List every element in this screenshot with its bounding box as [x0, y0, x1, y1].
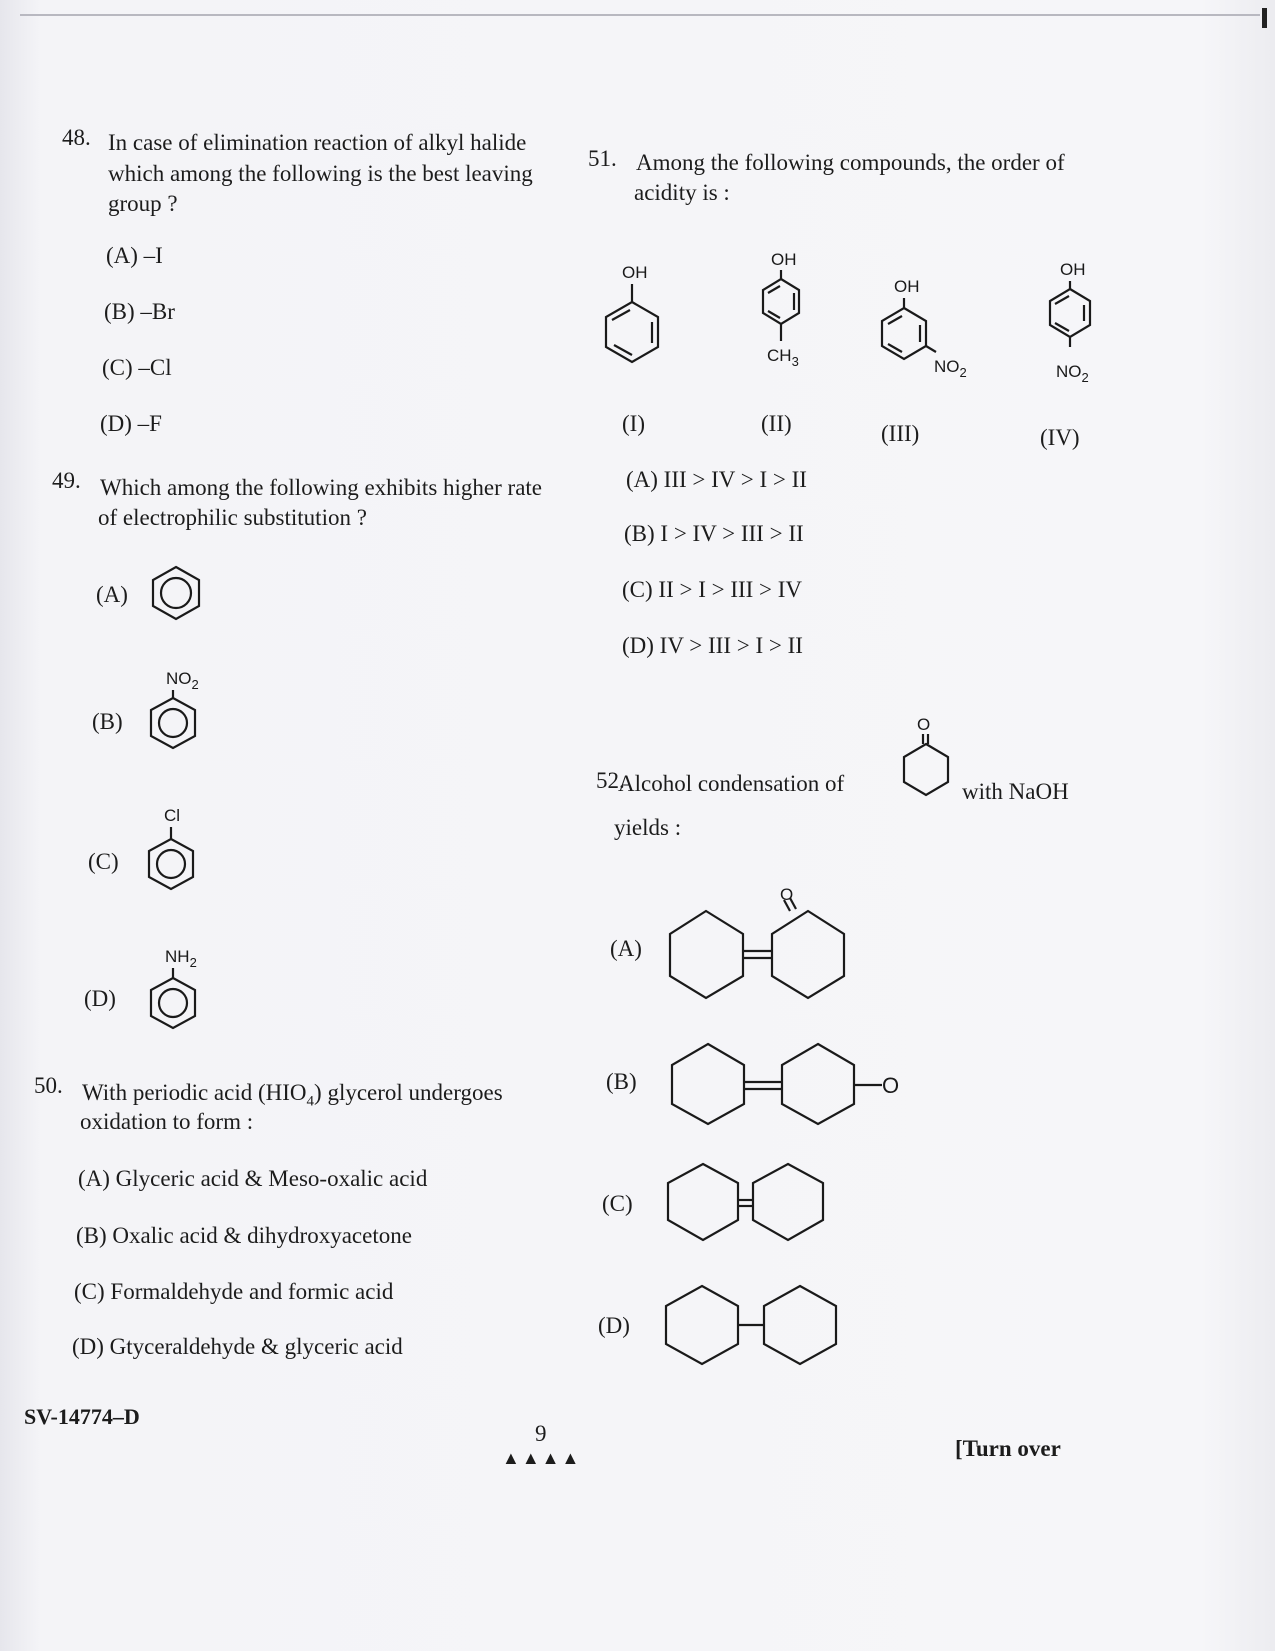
turn-over-note: [Turn over — [955, 1436, 1061, 1461]
q51-p-cresol-structure — [755, 245, 825, 375]
q51-number: 51. — [588, 146, 617, 171]
q51-m-nitrophenol-no2: $NO_2$ — [934, 357, 967, 380]
q52-text-c: yields : — [614, 815, 682, 840]
q49-chloro-group: Cl — [164, 806, 181, 825]
q50-text-line2: oxidation to form : — [80, 1109, 254, 1134]
q49-chlorobenzene-structure — [143, 805, 203, 905]
q50-number: 50. — [34, 1073, 63, 1098]
q52-option-d-structure — [650, 1282, 860, 1367]
q52-number: 52. — [596, 768, 625, 793]
q52-option-c-structure — [658, 1160, 858, 1245]
q52-option-b-structure — [664, 1038, 924, 1128]
q49-option-b-label: (B) — [92, 709, 123, 734]
q49-option-c-label: (C) — [88, 849, 119, 874]
q50-option-c: (C) Formaldehyde and formic acid — [74, 1279, 394, 1304]
q49-benzene-structure — [148, 565, 208, 625]
q51-m-nitrophenol-oh: OH — [894, 277, 920, 296]
q50-option-d: (D) Gtyceraldehyde & glyceric acid — [72, 1334, 403, 1359]
q52-text-a: Alcohol condensation of — [618, 771, 845, 796]
q51-phenol-oh: OH — [622, 263, 648, 282]
q49-text-line1: Which among the following exhibits higher rate — [100, 475, 542, 500]
q52-a-oxygen: O — [780, 885, 794, 904]
top-rule — [20, 14, 1260, 16]
q48-text-line1: In case of elimination reaction of alkyl halide — [108, 130, 527, 155]
q48-number: 48. — [62, 125, 91, 150]
q49-amino-group: $NH_2$ — [165, 947, 197, 970]
q51-label-ii: (II) — [761, 411, 792, 436]
q48-option-c: (C) –Cl — [102, 355, 172, 380]
q51-option-a: (A) III > IV > I > II — [626, 467, 807, 492]
q50-option-a: (A) Glyceric acid & Meso-oxalic acid — [78, 1166, 428, 1191]
q52-option-d-label: (D) — [598, 1313, 630, 1338]
q49-option-a-label: (A) — [96, 582, 128, 607]
page-stars: ▲▲▲▲ — [502, 1448, 582, 1468]
q48-option-b: (B) –Br — [104, 299, 175, 324]
q51-p-nitrophenol-structure — [1040, 255, 1110, 385]
paper-code: SV-14774–D — [24, 1404, 140, 1429]
q48-text-line3: group ? — [108, 191, 178, 216]
q51-label-iii: (III) — [881, 421, 920, 446]
q51-p-nitrophenol-no2: $NO_2$ — [1056, 362, 1089, 385]
q51-cresol-ch3: $CH_3$ — [767, 346, 799, 369]
q51-text-line1: Among the following compounds, the order of — [636, 150, 1065, 175]
q49-nitro-group: $NO_2$ — [166, 669, 199, 692]
q48-option-a: (A) –I — [106, 243, 163, 268]
q52-option-a-structure — [660, 882, 870, 1002]
q51-option-b: (B) I > IV > III > II — [624, 521, 804, 546]
edge-mark — [1262, 8, 1267, 28]
q48-option-d: (D) –F — [100, 411, 162, 436]
q50-text-line1: With periodic acid $(HIO_4)$ glycerol undergoes — [82, 1080, 503, 1110]
q49-option-d-label: (D) — [84, 986, 116, 1011]
q51-p-nitrophenol-oh: OH — [1060, 260, 1086, 279]
q52-b-oxygen: O — [882, 1073, 900, 1098]
q51-phenol-structure — [600, 258, 670, 378]
q49-nitrobenzene-structure — [145, 668, 205, 768]
q52-option-b-label: (B) — [606, 1069, 637, 1094]
q49-aniline-structure — [143, 946, 213, 1046]
q51-option-d: (D) IV > III > I > II — [622, 633, 803, 658]
q52-text-b: with NaOH — [962, 779, 1069, 804]
q52-ketone-oxygen: O — [917, 715, 931, 734]
q52-option-c-label: (C) — [602, 1191, 633, 1216]
page-number: 9 — [535, 1421, 547, 1446]
q48-text-line2: which among the following is the best leaving — [108, 161, 533, 186]
q51-text-line2: acidity is : — [634, 180, 730, 205]
q51-cresol-oh: OH — [771, 250, 797, 269]
q51-label-i: (I) — [622, 411, 645, 436]
q51-option-c: (C) II > I > III > IV — [622, 577, 803, 602]
q50-option-b: (B) Oxalic acid & dihydroxyacetone — [76, 1223, 412, 1248]
q52-option-a-label: (A) — [610, 936, 642, 961]
q51-label-iv: (IV) — [1040, 425, 1080, 450]
q49-text-line2: of electrophilic substitution ? — [98, 505, 367, 530]
q52-cyclohexanone-structure — [898, 712, 958, 802]
q49-number: 49. — [52, 468, 81, 493]
q51-m-nitrophenol-structure — [872, 272, 982, 382]
